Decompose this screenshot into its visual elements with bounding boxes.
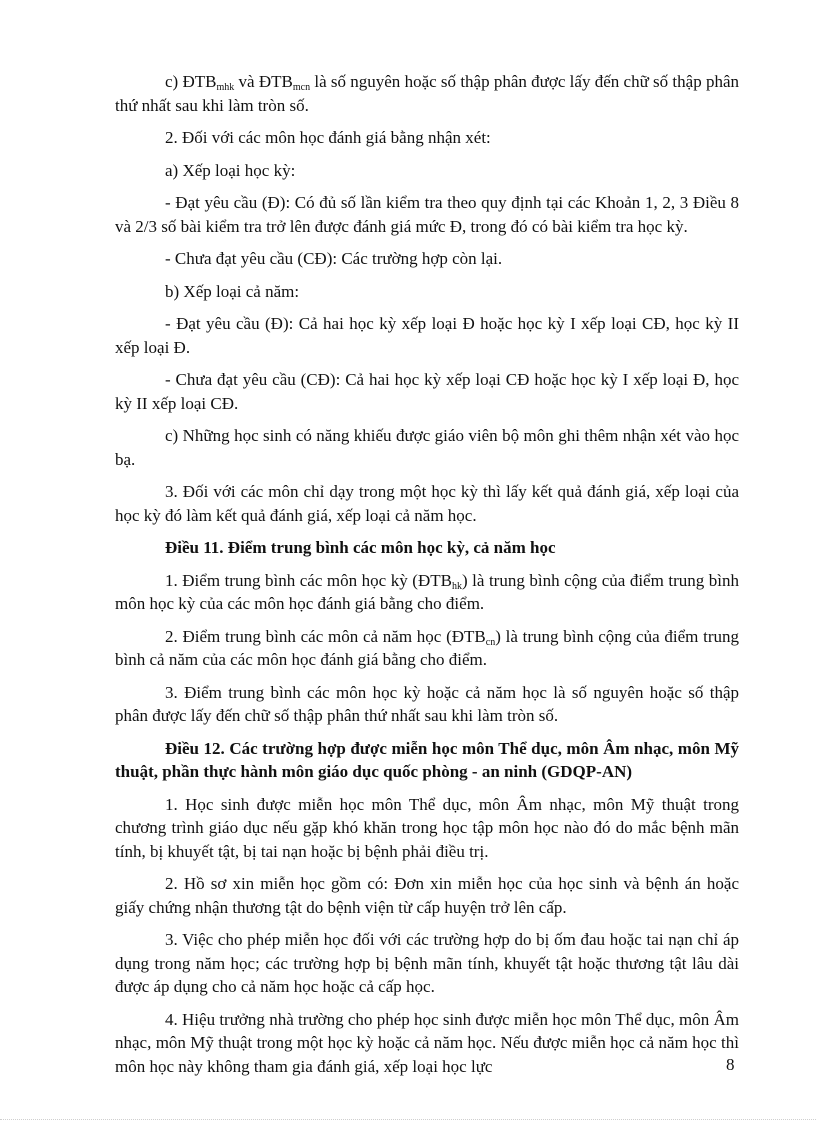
paragraph-year-classification: b) Xếp loại cả năm:	[165, 281, 300, 301]
page-body	[115, 70, 739, 1087]
paragraph-year-average: 2. Điểm trung bình các môn cả năm học $(ĐTB_{cn})$ là trung bình cộng của điểm trung bình cả năm của các môn học đánh giá bằng cho điểm.	[115, 626, 739, 669]
paragraph-single-semester-subjects: 3. Đối với các môn chỉ dạy trong một học kỳ thì lấy kết quả đánh giá, xếp loại của học kỳ đó làm kết quả đánh giá, xếp loại cả năm học.	[115, 482, 739, 525]
paragraph-exemption-dossier: 2. Hồ sơ xin miễn học gồm có: Đơn xin miễn học của học sinh và bệnh án hoặc giấy chứng nhận thương tật do bệnh viện từ cấp huyện trở lên cấp.	[115, 874, 739, 917]
article-12-heading: Điều 12. Các trường hợp được miễn học môn Thể dục, môn Âm nhạc, môn Mỹ thuật, phần thực hành môn giáo dục quốc phòng - an ninh (GDQP-AN)	[115, 738, 739, 781]
page-bottom-divider	[0, 1119, 816, 1120]
paragraph-dtb-rounding: c) $ĐTB_{mhk}$ và $ĐTB_{mcn}$ là số nguyên hoặc số thập phân được lấy đến chữ số thập phân thứ nhất sau khi làm tròn số.	[115, 72, 740, 115]
paragraph-semester-pass: - Đạt yêu cầu (Đ): Có đủ số lần kiểm tra theo quy định tại các Khoản 1, 2, 3 Điều 8 và 2/3 số bài kiểm tra trở lên được đánh giá mức Đ, trong đó có bài kiểm tra học kỳ.	[115, 193, 739, 236]
paragraph-talented-students: c) Những học sinh có năng khiếu được giáo viên bộ môn ghi thêm nhận xét vào học bạ.	[115, 426, 739, 469]
paragraph-exemption-conditions: 1. Học sinh được miễn học môn Thể dục, môn Âm nhạc, môn Mỹ thuật trong chương trình giáo dục nếu gặp khó khăn trong học tập môn học nào đó do mắc bệnh mãn tính, bị khuyết tật, bị tai nạn hoặc bị bệnh phải điều trị.	[115, 794, 739, 861]
paragraph-comment-subjects: 2. Đối với các môn học đánh giá bằng nhận xét:	[165, 128, 491, 147]
page-number: 8	[726, 1055, 735, 1074]
paragraph-exemption-scope: 3. Việc cho phép miễn học đối với các trường hợp do bị ốm đau hoặc tai nạn chỉ áp dụng trong năm học; các trường hợp bị bệnh mãn tính, khuyết tật hoặc thương tật lâu dài được áp dụng cho cả năm học hoặc cả cấp học.	[115, 930, 739, 996]
paragraph-average-rounding: 3. Điểm trung bình các môn học kỳ hoặc cả năm học là số nguyên hoặc số thập phân được lấy đến chữ số thập phân thứ nhất sau khi làm tròn số.	[115, 682, 739, 725]
article-11-heading: Điều 11. Điểm trung bình các môn học kỳ, cả năm học	[165, 538, 556, 557]
paragraph-year-pass: - Đạt yêu cầu (Đ): Cả hai học kỳ xếp loại Đ hoặc học kỳ I xếp loại CĐ, học kỳ II xếp loại Đ.	[115, 314, 739, 357]
paragraph-semester-fail: - Chưa đạt yêu cầu (CĐ): Các trường hợp còn lại.	[165, 249, 503, 268]
paragraph-year-fail: - Chưa đạt yêu cầu (CĐ): Cả hai học kỳ xếp loại CĐ hoặc học kỳ I xếp loại Đ, học kỳ II xếp loại CĐ.	[115, 370, 739, 413]
paragraph-semester-average: 1. Điểm trung bình các môn học kỳ $(ĐTB_{hk})$ là trung bình cộng của điểm trung bình môn học kỳ của các môn học đánh giá bằng cho điểm.	[115, 570, 739, 613]
paragraph-principal-approval: 4. Hiệu trưởng nhà trường cho phép học sinh được miễn học môn Thể dục, môn Âm nhạc, môn Mỹ thuật trong một học kỳ hoặc cả năm học. Nếu được miễn học cả năm học thì môn học này không tham gia đánh giá, xếp loại học lực	[115, 1009, 739, 1076]
paragraph-semester-classification: a) Xếp loại học kỳ:	[165, 160, 296, 180]
